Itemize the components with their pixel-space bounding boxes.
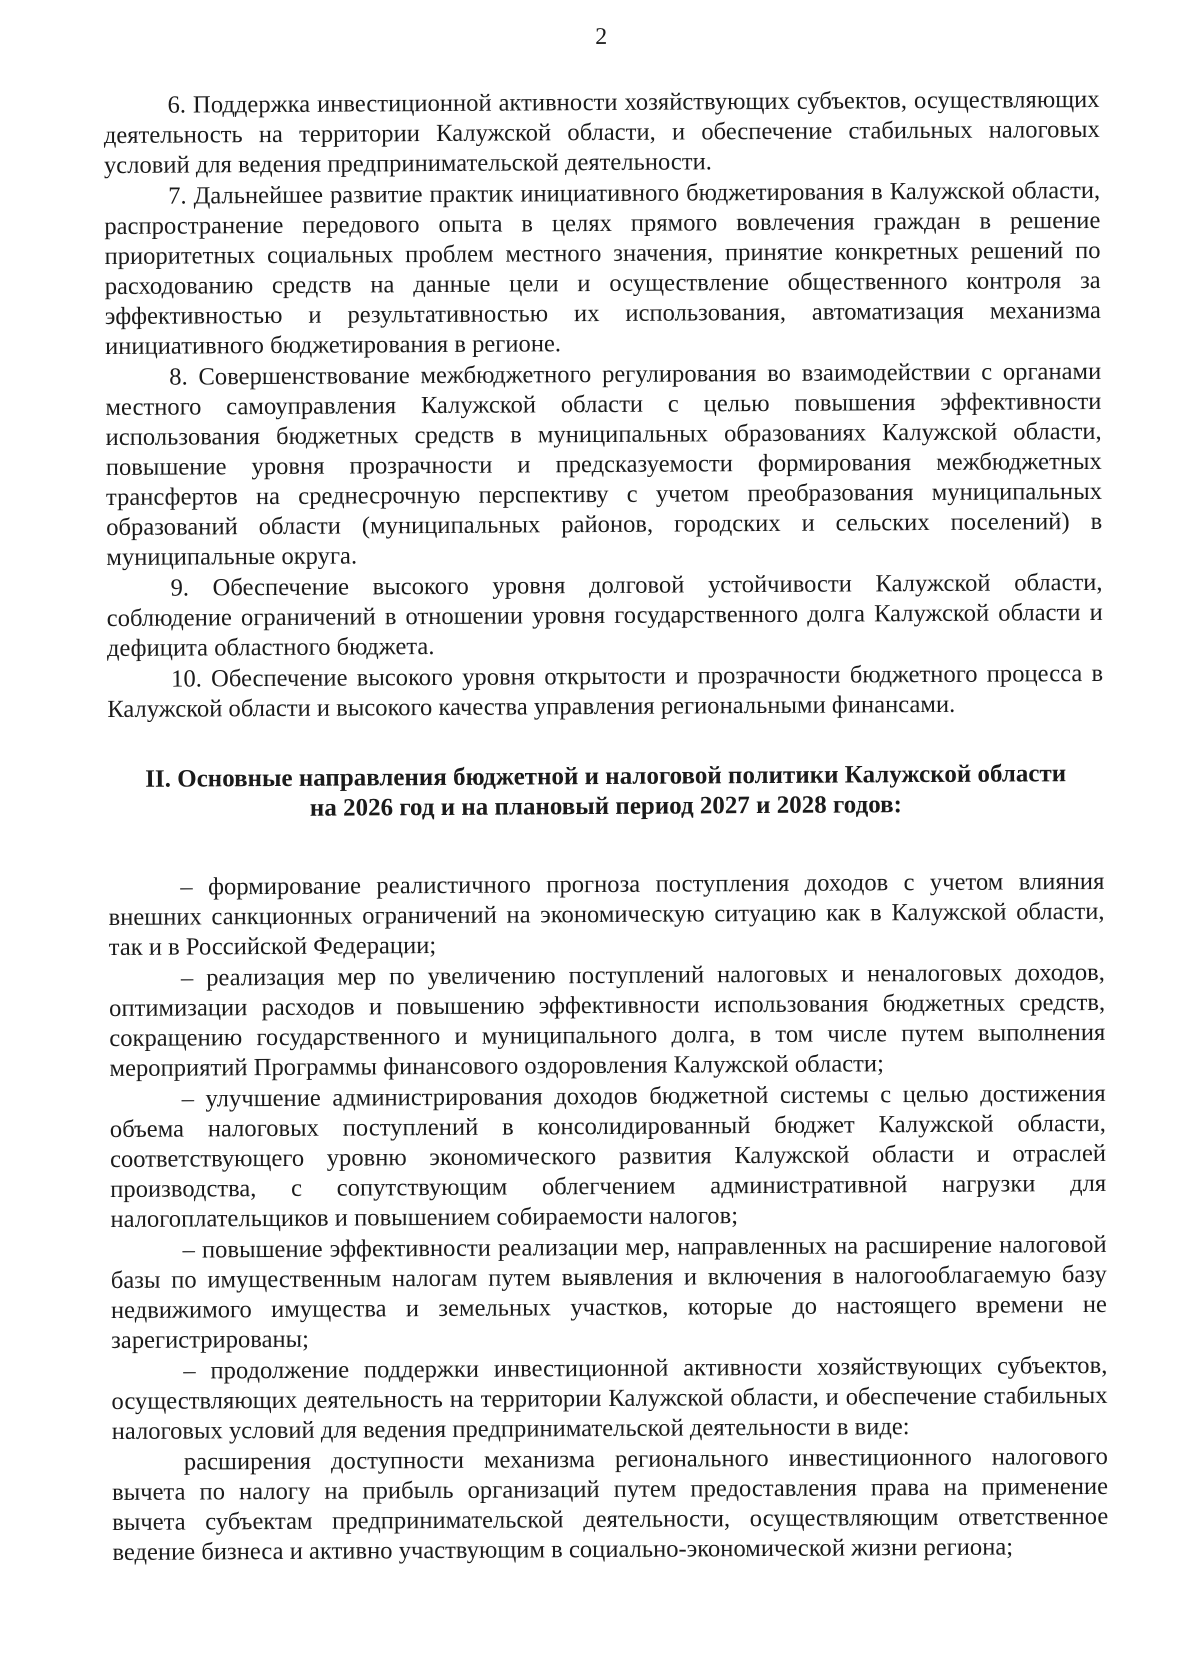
direction-item-5: – продолжение поддержки инвестиционной активности хозяйствующих субъектов, осуществляющих деятельность на территории Калужской области, и обеспечение стабильных налоговых условий для ведения предпринимательской деятельности в виде:	[111, 1351, 1108, 1445]
direction-item-1: – формирование реалистичного прогноза поступления доходов с учетом влияния внешних санкционных ограничений на экономическую ситуацию как в Калужской области, так и в Российской Федерации;	[108, 867, 1105, 962]
intro-item-9: 9. Обеспечение высокого уровня долговой устойчивости Калужской области, соблюдение ограничений в отношении уровня государственного долга Калужской области и дефицита областного бюджета.	[106, 568, 1103, 663]
intro-item-10: 10. Обеспечение высокого уровня открытости и прозрачности бюджетного процесса в Калужской области и высокого качества управления региональными финансами.	[107, 659, 1104, 724]
intro-item-6: 6. Поддержка инвестиционной активности хозяйствующих субъектов, осуществляющих деятельность на территории Калужской области, и обеспечение стабильных налоговых условий для ведения предпринимательской деятельности.	[103, 85, 1100, 180]
section-title-line-1: II. Основные направления бюджетной и налоговой политики Калужской области	[145, 760, 1067, 793]
direction-item-3: – улучшение администрирования доходов бюджетной системы с целью достижения объема налоговых поступлений в консолидированный бюджет Калужской области, соответствующего уровню экономического развития Калужской области и отраслей производства, с сопутствующим облегчением административной нагрузки для налогоплательщиков и повышением собираемости налогов;	[109, 1079, 1107, 1233]
intro-item-8: 8. Совершенствование межбюджетного регулирования во взаимодействии с органами местного самоуправления Калужской области с целью повышения эффективности использования бюджетных средств в муниципальных образованиях Калужской области, повышение уровня прозрачности и предсказуемости формирования межбюджетных трансфертов на среднесрочную перспективу с учетом преобразования муниципальных образований области (муниципальных районов, городских и сельских поселений) в муниципальные округа.	[105, 357, 1103, 572]
direction-item-4: – повышение эффективности реализации мер, направленных на расширение налоговой базы по имущественным налогам путем выявления и включения в налогооблагаемую базу недвижимого имущества и земельных участков, которые до настоящего времени не зарегистрированы;	[110, 1230, 1108, 1354]
section-title	[108, 759, 1104, 825]
page-number: 2	[595, 23, 608, 51]
section-title-line-2: на 2026 год и на плановый период 2027 и 2028 годов:	[309, 791, 902, 822]
direction-item-2: – реализация мер по увеличению поступлений налоговых и неналоговых доходов, оптимизации расходов и повышению эффективности использования бюджетных средств, сокращению государственного и муниципального долга, в том числе путем выполнения мероприятий Программы финансового оздоровления Калужской области;	[109, 958, 1106, 1083]
direction-subitem-1: расширения доступности механизма регионального инвестиционного налогового вычета по налогу на прибыль организаций путем предоставления права на применение вычета субъектам предпринимательской деятельности, осуществляющим ответственное ведение бизнеса и активно участвующим в социально-экономической жизни региона;	[111, 1442, 1109, 1566]
intro-item-7: 7. Дальнейшее развитие практик инициативного бюджетирования в Калужской области, распространение передового опыта в целях прямого вовлечения граждан в решение приоритетных социальных проблем местного значения, принятие конкретных решений по расходованию средств на данные цели и осуществление общественного контроля за эффективностью и результативностью их использования, автоматизация механизма инициативного бюджетирования в регионе.	[104, 176, 1101, 361]
